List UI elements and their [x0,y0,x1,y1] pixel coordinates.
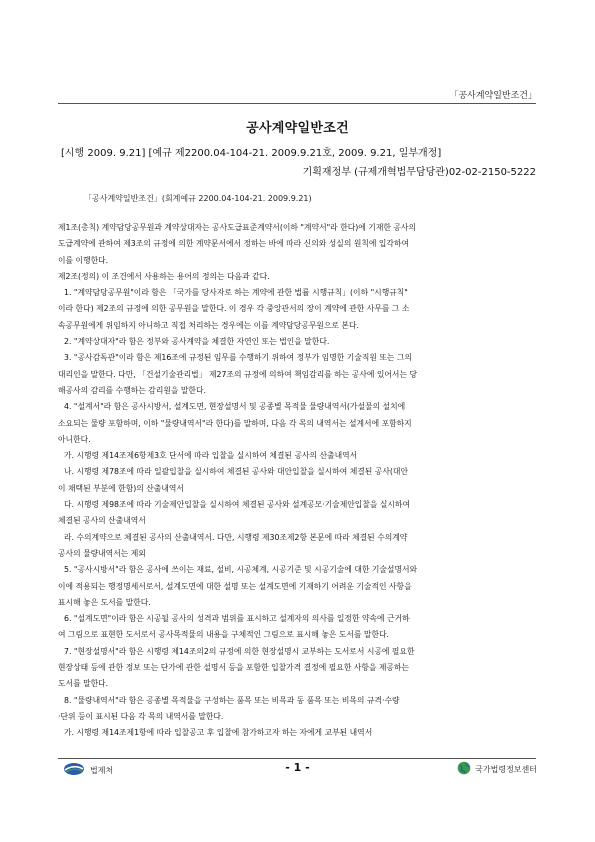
body-line: 다. 시행령 제98조에 따라 기술제안입찰을 실시하여 체결된 공사와 설계공모·기술제안입찰을 실시하여 [64,500,410,510]
enactment-info: [시행 2009. 9.21] [예규 제2200.04-104-21. 2009.9.21호, 2009. 9.21, 일부개정] [61,148,442,159]
body-line: 해공사의 감리를 수행하는 감리원을 말한다. [58,385,206,395]
document-title: 공사계약일반조건 [246,121,349,136]
law-center-globe-icon [457,760,471,779]
body-line: 제2조(정의) 이 조건에서 사용하는 용어의 정의는 다음과 같다. [58,271,270,281]
body-line: 대리인을 말한다. 다만, 「건설기술관리법」 제27조의 규정에 의하여 책임감리를 하는 공사에 있어서는 당 [58,369,418,379]
body-line: 6. "설계도면"이라 함은 시공될 공사의 성격과 범위를 표시하고 설계자의 의사를 일정한 약속에 근거하 [64,614,410,624]
body-line: 공사의 물량내역서는 제외 [58,548,146,558]
body-line: 체결된 공사의 산출내역서 [58,516,146,526]
body-line: 현장상태 등에 관한 정보 또는 단가에 관한 설명서 등을 포함한 입찰가격 결정에 필요한 사항을 제공하는 [58,663,410,673]
ministry-contact: 기획재정부 (규제개혁법무담당관)02-02-2150-5222 [302,167,536,178]
body-line: 8. "물량내역서"라 함은 공종별 목적물을 구성하는 품목 또는 비목과 동 품목 또는 비목의 규격·수량 [64,695,400,705]
body-line: 도서를 말한다. [58,679,109,689]
footer-right-label: 국가법령정보센터 [475,764,537,774]
page-number: - 1 - [285,761,310,774]
body-line: 가. 시행령 제14조제6항제3호 단서에 따라 입찰을 실시하여 체결된 공사의 산출내역서 [64,451,358,461]
body-line: 도급계약에 관하여 제3조의 규정에 의한 계약문서에서 정하는 바에 따라 신의와 성실의 원칙에 입각하여 [58,239,410,249]
body-line: 표시해 놓은 도서를 말한다. [58,597,151,607]
body-line: 이 채택된 부분에 한함)의 산출내역서 [58,483,184,493]
body-line: 가. 시행령 제14조제1항에 따라 입찰공고 후 입찰에 참가하고자 하는 자에게 교부된 내역서 [64,728,373,738]
header-divider [58,103,536,104]
body-line: 3. "공사감독관"이라 함은 제16조에 규정된 임무를 수행하기 위하여 정부가 임명한 기술직원 또는 그의 [64,353,413,363]
body-line: 나. 시행령 제78조에 따라 일괄입찰을 실시하여 체결된 공사와 대안입찰을 실시하여 체결된 공사(대안 [64,467,408,477]
body-line: 1. "계약담당공무원"이라 함은 「국가를 당사자로 하는 계약에 관한 법률 시행규칙」(이하 "시행규칙" [64,288,408,298]
body-line: 속공무원에게 위임하지 아니하고 직접 처리하는 경우에는 이를 계약담당공무원으로 본다. [58,320,359,330]
document-body [58,220,536,742]
body-line: 4. "설계서"라 함은 공사시방서, 설계도면, 현장설명서 및 공종별 목적물 물량내역서(가설물의 설치에 [64,402,406,412]
source-reference: 「공사계약일반조건」(회계예규 2200.04-104-21. 2009.9.21) [84,194,312,203]
body-line: 아니한다. [58,434,91,444]
body-line: 이에 적용되는 행정명세서로서, 설계도면에 대한 설명 또는 설계도면에 기재하기 어려운 기술적인 사항을 [58,581,412,591]
body-line: 5. "공사시방서"라 함은 공사에 쓰이는 재료, 설비, 시공체계, 시공기준 및 시공기술에 대한 기술설명서와 [64,565,418,575]
body-line: 라. 수의계약으로 체결된 공사의 산출내역서. 다만, 시행령 제30조제2항 본문에 따라 체결된 수의계약 [64,532,408,542]
body-line: 소요되는 물량 포함하며, 이하 "물량내역서"라 한다)를 말하며, 다음 각 목의 내역서는 설계서에 포함하지 [58,418,412,428]
body-line: 이라 한다) 제2조의 규정에 의한 공무원을 말한다. 이 경우 각 중앙관서의 장이 계약에 관한 사무를 그 소 [58,304,410,314]
footer-left-label: 법제처 [90,765,114,775]
body-line: ·단위 등이 표시된 다음 각 목의 내역서를 말한다. [58,711,224,721]
header-section-tag: 「공사계약일반조건」 [449,91,537,101]
footer-law-center [457,761,537,777]
body-line: 제1조(총칙) 계약담당공무원과 계약상대자는 공사도급표준계약서(이하 "계약서"라 한다)에 기재한 공사의 [58,223,416,232]
body-line: 여 그림으로 표현한 도서로서 공사목적물의 내용을 구체적인 그림으로 표시해 놓은 도서를 말한다. [58,630,390,640]
body-line: 이를 이행한다. [58,255,109,265]
body-line: 2. "계약상대자"라 함은 정부와 공사계약을 체결한 자연인 또는 법인을 말한다. [64,337,330,347]
body-line: 7. "현장설명서"라 함은 시행령 제14조의2의 규정에 의한 현장설명시 교부하는 도서로서 시공에 필요한 [64,646,415,656]
